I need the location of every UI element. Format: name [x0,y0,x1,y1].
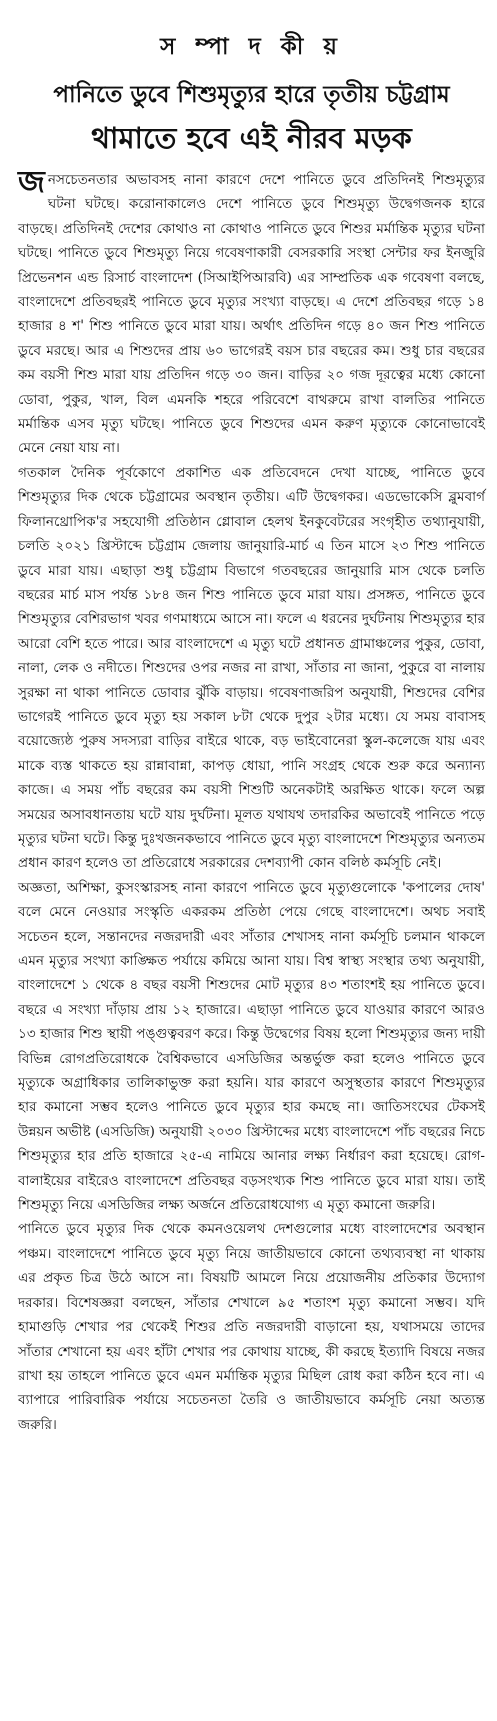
article-paragraph-2: গতকাল দৈনিক পূর্বকোণে প্রকাশিত এক প্রতিবেদনে দেখা যাচ্ছে, পানিতে ডুবে শিশুমৃত্যুর দিক থেকে চট্টগ্রামের অবস্থান তৃতীয়। এটি উদ্বেগকর। এডভোকেসি ব্লুমবার্গ ফিলানথ্রোপিক'র সহযোগী প্রতিষ্ঠান গ্লোবাল হেলথ ইনকুবেটরের সংগৃহীত তথ্যানুযায়ী, চলতি ২০২১ খ্রিস্টাব্দে চট্টগ্রাম জেলায় জানুয়ারি-মার্চ এ তিন মাসে ২৩ শিশু পানিতে ডুবে মারা যায়। এছাড়া শুধু চট্টগ্রাম বিভাগে গতবছরের জানুয়ারি মাস থেকে চলতি বছরের মার্চ মাস পর্যন্ত ১৮৪ জন শিশু পানিতে ডুবে মারা যায়। প্রসঙ্গত, পানিতে ডুবে শিশুমৃত্যুর বেশিরভাগ খবর গণমাধ্যমে আসে না। ফলে এ ধরনের দুর্ঘটনায় শিশুমৃত্যুর হার আরো বেশি হতে পারে। আর বাংলাদেশে এ মৃত্যু ঘটে প্রধানত গ্রামাঞ্চলের পুকুর, ডোবা, নালা, লেক ও নদীতে। শিশুদের ওপর নজর না রাখা, সাঁতার না জানা, পুকুরে বা নালায় সুরক্ষা না থাকা পানিতে ডোবার ঝুঁকি বাড়ায়। গবেষণাজরিপ অনুযায়ী, শিশুদের বেশির ভাগেরই পানিতে ডুবে মৃত্যু হয় সকাল ৮টা থেকে দুপুর ২টার মধ্যে। যে সময় বাবাসহ বয়োজ্যেষ্ঠ পুরুষ সদস্যরা বাড়ির বাইরে থাকে, বড় ভাইবোনেরা স্কুল-কলেজে যায় এবং মাকে ব্যস্ত থাকতে হয় রান্নাবান্না, কাপড় ধোয়া, পানি সংগ্রহ থেকে শুরু করে অন্যান্য কাজে। এ সময় পাঁচ বছরের কম বয়সী শিশুটি অনেকটাই অরক্ষিত থাকে। ফলে অল্প সময়ের অসাবধানতায় ঘটে যায় দুর্ঘটনা। মূলত যথাযথ তদারকির অভাবেই পানিতে পড়ে মৃত্যুর ঘটনা ঘটে। কিন্তু দুঃখজনকভাবে পানিতে ডুবে মৃত্যু বাংলাদেশে শিশুমৃত্যুর অন্যতম প্রধান কারণ হলেও তা প্রতিরোধে সরকারের দেশব্যাপী কোন বলিষ্ঠ কর্মসূচি নেই। [18,464,485,872]
article-body [18,165,485,1437]
article-paragraph-4: পানিতে ডুবে মৃত্যুর দিক থেকে কমনওয়েলথ দেশগুলোর মধ্যে বাংলাদেশের অবস্থান পঞ্চম। বাংলাদেশে পানিতে ডুবে মৃত্যু নিয়ে জাতীয়ভাবে কোনো তথ্যব্যবস্থা না থাকায় এর প্রকৃত চিত্র উঠে আসে না। বিষয়টি আমলে নিয়ে প্রয়োজনীয় প্রতিকার উদ্যোগ দরকার। বিশেষজ্ঞরা বলছেন, সাঁতার শেখালে ৯৫ শতাংশ মৃত্যু কমানো সম্ভব। যদি হামাগুড়ি শেখার পর থেকেই শিশুর প্রতি নজরদারী বাড়ানো হয়, যথাসময়ে তাদের সাঁতার শেখানো হয় এবং হাঁটা শেখার পর কোথায় যাচ্ছে, কী করছে ইত্যাদি বিষয়ে নজর রাখা হয় তাহলে পানিতে ডুবে এমন মর্মান্তিক মৃত্যুর মিছিল রোধ করা কঠিন হবে না। এ ব্যাপারে পারিবারিক পর্যায়ে সচেতনতা তৈরি ও জাতীয়ভাবে কর্মসূচি নেয়া অত্যন্ত জরুরি। [18,1221,485,1433]
headline-subtitle: পানিতে ডুবে শিশুমৃত্যুর হারে তৃতীয় চট্টগ্রাম [53,81,450,108]
headline-title: থামাতে হবে এই নীরব মড়ক [91,121,412,155]
section-label: স ম্পা দ কী য় [160,33,343,60]
drop-cap: জ [18,165,45,200]
paragraph-1-text: নসচেতনতার অভাবসহ নানা কারণে দেশে পানিতে ডুবে প্রতিদিনই শিশুমৃত্যুর ঘটনা ঘটছে। করোনাকালেও দেশে পানিতে ডুবে শিশুমৃত্যু উদ্বেগজনক হারে বাড়ছে। প্রতিদিনই দেশের কোথাও না কোথাও পানিতে ডুবে শিশুর মর্মান্তিক মৃত্যুর ঘটনা ঘটছে। পানিতে ডুবে শিশুমৃত্যু নিয়ে গবেষণাকারী বেসরকারি সংস্থা সেন্টার ফর ইনজুরি প্রিভেনশন এন্ড রিসার্চ বাংলাদেশ (সিআইপিআরবি) এর সাম্প্রতিক এক গবেষণা বলছে, বাংলাদেশে প্রতিবছরই পানিতে ডুবে মৃত্যুর সংখ্যা বাড়ছে। এ দেশে প্রতিবছর গড়ে ১৪ হাজার ৪ শ' শিশু পানিতে ডুবে মারা যায়। অর্থাৎ প্রতিদিন গড়ে ৪০ জন শিশু পানিতে ডুবে মরছে। আর এ শিশুদের প্রায় ৬০ ভাগেরই বয়স চার বছরের কম। শুধু চার বছরের কম বয়সী শিশু মারা যায় প্রতিদিন গড়ে ৩০ জন। বাড়ির ২০ গজ দূরত্বের মধ্যে কোনো ডোবা, পুকুর, খাল, বিল এমনকি শহরে পরিবেশে বাথরুমে রাখা বালতির পানিতে মর্মান্তিক এসব মৃত্যু ঘটছে। পানিতে ডুবে শিশুদের এমন করুণ মৃত্যুকে কোনোভাবেই মেনে নেয়া যায় না। [18,172,485,457]
article-paragraph-1 [18,165,485,461]
article-paragraph-3: অজ্ঞতা, অশিক্ষা, কুসংস্কারসহ নানা কারণে পানিতে ডুবে মৃত্যুগুলোকে 'কপালের দোষ' বলে মেনে নেওয়ার সংস্কৃতি একরকম প্রতিষ্ঠা পেয়ে গেছে বাংলাদেশে। অথচ সবাই সচেতন হলে, সন্তানদের নজরদারী এবং সাঁতার শেখাসহ নানা কর্মসূচি চলমান থাকলে এমন মৃত্যুর সংখ্যা কাঙ্ক্ষিত পর্যায়ে কমিয়ে আনা যায়। বিশ্ব স্বাস্থ্য সংস্থার তথ্য অনুযায়ী, বাংলাদেশে ১ থেকে ৪ বছর বয়সী শিশুদের মোট মৃত্যুর ৪৩ শতাংশই হয় পানিতে ডুবে। বছরে এ সংখ্যা দাঁড়ায় প্রায় ১২ হাজারে। এছাড়া পানিতে ডুবে যাওয়ার কারণে আরও ১৩ হাজার শিশু স্থায়ী পঙ্গুত্ববরণ করে। কিন্তু উদ্বেগের বিষয় হলো শিশুমৃত্যুর জন্য দায়ী বিভিন্ন রোগপ্রতিরোধকে বৈশ্বিকভাবে এসডিজির অন্তর্ভুক্ত করা হলেও পানিতে ডুবে মৃত্যুকে অগ্রাধিকার তালিকাভুক্ত করা হয়নি। যার কারণে অসুস্থতার কারণে শিশুমৃত্যুর হার কমানো সম্ভব হলেও পানিতে ডুবে মৃত্যুর হার কমছে না। জাতিসংঘের টেকসই উন্নয়ন অভীষ্ট (এসডিজি) অনুযায়ী ২০৩০ খ্রিস্টাব্দের মধ্যে বাংলাদেশে পাঁচ বছরের নিচে শিশুমৃত্যুর হার প্রতি হাজারে ২৫-এ নামিয়ে আনার লক্ষ্য নির্ধারণ করা হয়েছে। রোগ-বালাইয়ের বাইরেও বাংলাদেশে প্রতিবছর বড়সংখ্যক শিশু পানিতে ডুবে মারা যায়। তাই শিশুমৃত্যু নিয়ে এসডিজির লক্ষ্য অর্জনে প্রতিরোধযোগ্য এ মৃত্যু কমানো জরুরি। [18,879,485,1214]
